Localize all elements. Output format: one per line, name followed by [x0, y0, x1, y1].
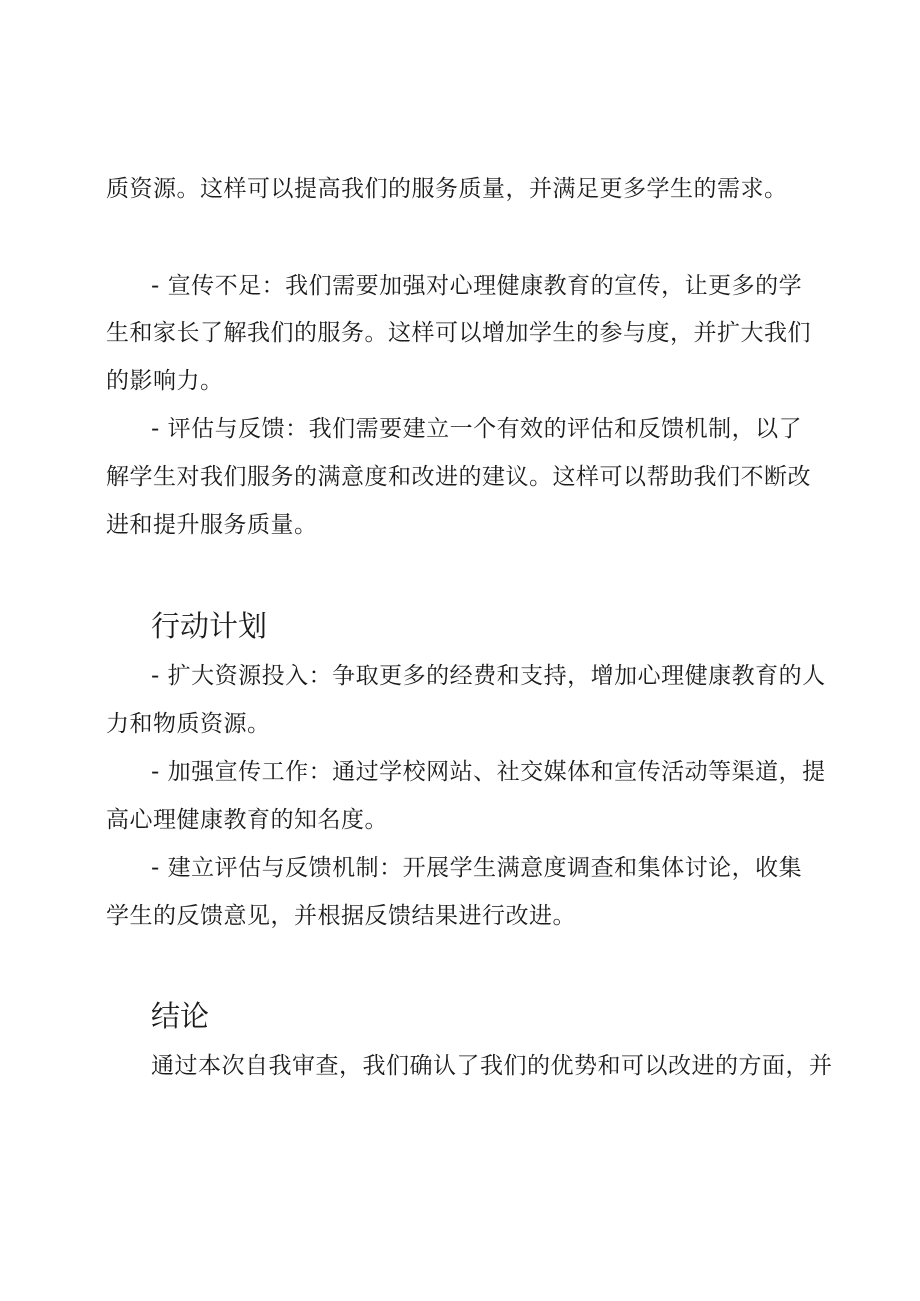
paragraph-line: 质资源。这样可以提高我们的服务质量，并满足更多学生的需求。 — [106, 176, 788, 202]
list-item-line: 高心理健康教育的知名度。 — [106, 807, 388, 833]
paragraph-line: 进和提升服务质量。 — [106, 512, 318, 538]
list-item-line: - 扩大资源投入：争取更多的经费和支持，增加心理健康教育的人 — [151, 663, 826, 689]
section-heading-action-plan: 行动计划 — [151, 609, 268, 643]
paragraph-line: 解学生对我们服务的满意度和改进的建议。这样可以帮助我们不断改 — [106, 464, 811, 490]
section-heading-conclusion: 结论 — [151, 999, 210, 1033]
list-item-line: - 加强宣传工作：通过学校网站、社交媒体和宣传活动等渠道，提 — [151, 759, 826, 785]
list-item-line: 力和物质资源。 — [106, 711, 271, 737]
list-item-line: 学生的反馈意见，并根据反馈结果进行改进。 — [106, 903, 576, 929]
paragraph-line: - 宣传不足：我们需要加强对心理健康教育的宣传，让更多的学 — [151, 273, 803, 299]
paragraph-line: 的影响力。 — [106, 368, 224, 394]
paragraph-line: 生和家长了解我们的服务。这样可以增加学生的参与度，并扩大我们 — [106, 320, 811, 346]
list-item-line: - 建立评估与反馈机制：开展学生满意度调查和集体讨论，收集 — [151, 855, 803, 881]
paragraph-line: 通过本次自我审查，我们确认了我们的优势和可以改进的方面，并 — [151, 1053, 833, 1079]
paragraph-line: - 评估与反馈：我们需要建立一个有效的评估和反馈机制，以了 — [151, 416, 803, 442]
